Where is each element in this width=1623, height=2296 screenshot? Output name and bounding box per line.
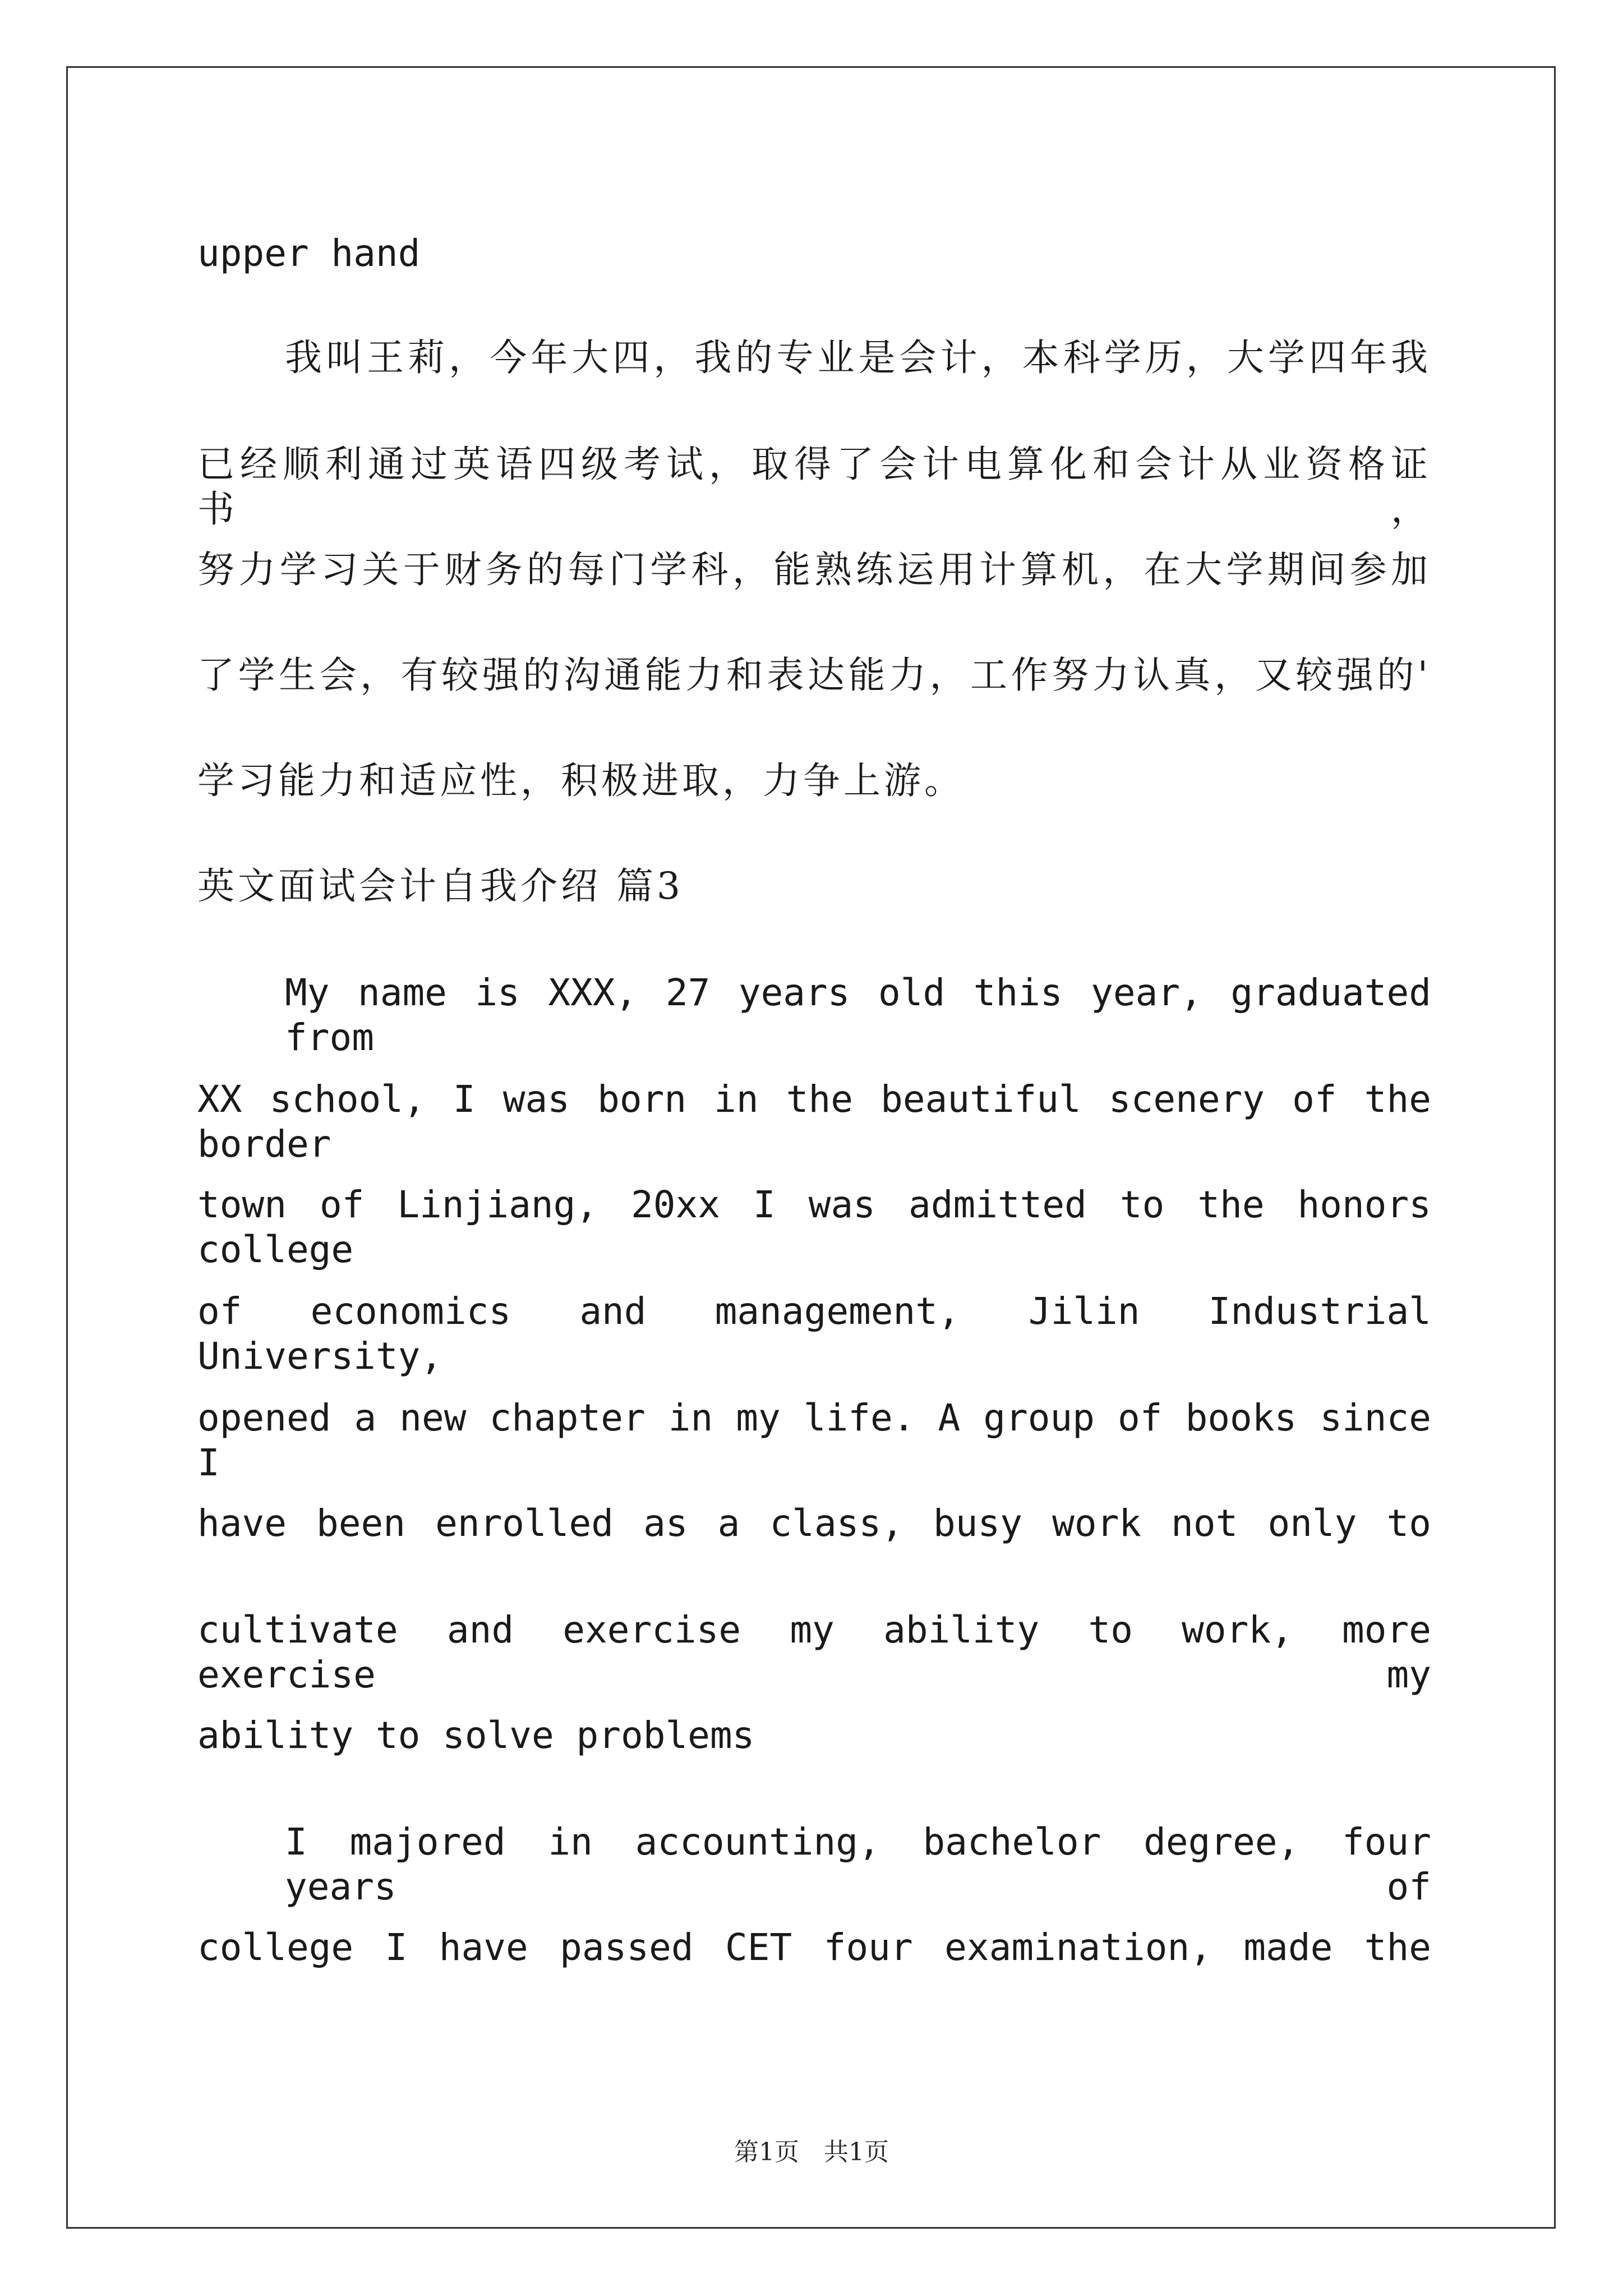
section-heading: 英文面试会计自我介绍 篇3 [197, 864, 684, 908]
text-line: ability to solve problems [197, 1714, 755, 1757]
text-line: cultivate and exercise my ability to work, more exercise my [197, 1608, 1431, 1696]
text-line: have been enrolled as a class, busy work not only to [197, 1502, 1431, 1545]
text-line: 学习能力和适应性，积极进取，力争上游。 [197, 759, 965, 802]
text-line: 我叫王莉，今年大四，我的专业是会计，本科学历，大学四年我 [285, 336, 1431, 379]
text-line: My name is XXX, 27 years old this year, graduated from [285, 971, 1431, 1059]
text-line: opened a new chapter in my life. A group of books since I [197, 1396, 1431, 1484]
text-line: upper hand [197, 232, 421, 275]
text-line: of economics and management, Jilin Industrial University, [197, 1290, 1431, 1378]
text-line: 努力学习关于财务的每门学科，能熟练运用计算机，在大学期间参加 [197, 548, 1431, 591]
text-line: town of Linjiang, 20xx I was admitted to the honors college [197, 1183, 1431, 1271]
text-line: college I have passed CET four examination, made the [197, 1926, 1431, 1969]
page-number-footer: 第1页 共1页 [734, 2138, 889, 2166]
text-line: 了学生会，有较强的沟通能力和表达能力，工作努力认真，又较强的' [197, 654, 1431, 697]
text-line: I majored in accounting, bachelor degree, four years of [285, 1820, 1431, 1908]
text-line: XX school, I was born in the beautiful scenery of the border [197, 1078, 1431, 1166]
text-line: 已经顺利通过英语四级考试，取得了会计电算化和会计从业资格证书， [197, 443, 1431, 531]
